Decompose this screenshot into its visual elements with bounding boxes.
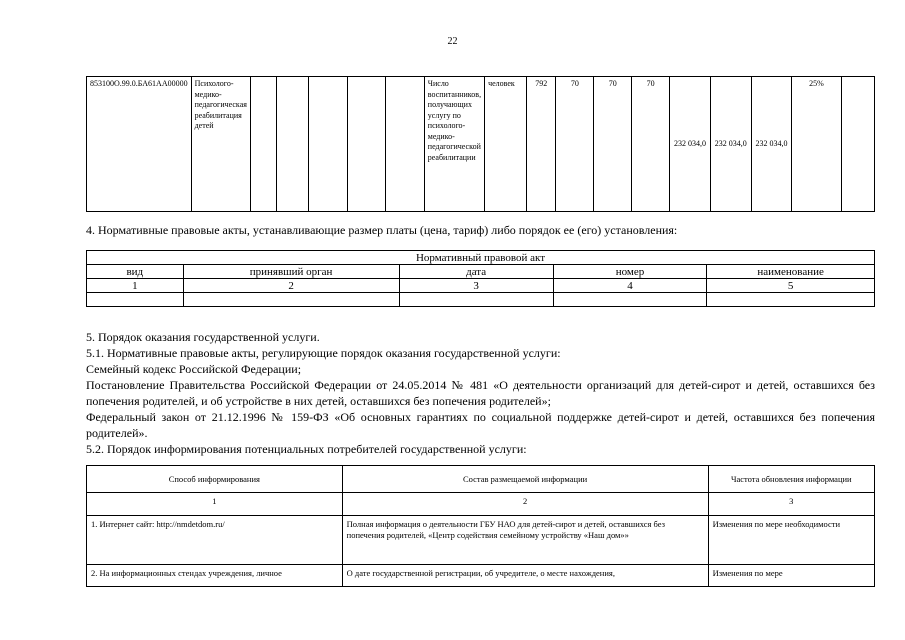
section-5-1-title: 5.1. Нормативные правовые акты, регулирующие порядок оказания государственной услуги:	[86, 346, 561, 360]
value-year1-cell: 70	[556, 77, 594, 212]
value-year2-cell: 70	[594, 77, 632, 212]
column-header: Частота обновления информации	[708, 466, 874, 493]
method-cell: 2. На информационных стендах учреждения, личное	[87, 565, 343, 587]
content-cell: О дате государственной регистрации, об учредителе, о месте нахождения,	[342, 565, 708, 587]
okei-cell: 792	[526, 77, 556, 212]
column-index: 1	[87, 493, 343, 516]
empty-cell	[250, 77, 276, 212]
unit-cell: человек	[485, 77, 527, 212]
section-5	[86, 329, 875, 457]
informing-table	[86, 465, 875, 587]
column-header: дата	[399, 265, 553, 279]
table-index-row	[87, 279, 875, 293]
legal-act-1: Семейный кодекс Российской Федерации;	[86, 362, 302, 376]
empty-cell	[277, 77, 309, 212]
price-year3-cell: 232 034,0	[751, 77, 792, 212]
empty-cell	[841, 77, 874, 212]
legal-act-2: Постановление Правительства Российской Федерации от 24.05.2014 № 481 «О деятельности организаций для детей-сирот и детей, оставшихся без попечения родителей, и об устройстве в них детей, оставшихся без попечения родителей»;	[86, 378, 875, 408]
table-row	[87, 516, 875, 565]
empty-cell	[553, 293, 707, 307]
empty-cell	[183, 293, 399, 307]
service-volume-table	[86, 76, 875, 212]
table-index-row	[87, 493, 875, 516]
column-index: 5	[707, 279, 875, 293]
acts-table-header: Нормативный правовой акт	[87, 251, 875, 265]
table-row	[87, 77, 875, 212]
deviation-cell: 25%	[792, 77, 841, 212]
frequency-cell: Изменения по мере необходимости	[708, 516, 874, 565]
section-5-2-title: 5.2. Порядок информирования потенциальных потребителей государственной услуги:	[86, 442, 527, 456]
column-header: вид	[87, 265, 184, 279]
normative-acts-table	[86, 250, 875, 307]
value-year3-cell: 70	[632, 77, 670, 212]
service-name-cell: Психолого-медико-педагогическая реабилитация детей	[191, 77, 250, 212]
empty-cell	[87, 293, 184, 307]
table-header-row	[87, 466, 875, 493]
column-index: 2	[183, 279, 399, 293]
table-row	[87, 565, 875, 587]
empty-cell	[308, 77, 347, 212]
price-year1-cell: 232 034,0	[670, 77, 711, 212]
column-header: Способ информирования	[87, 466, 343, 493]
content-cell: Полная информация о деятельности ГБУ НАО для детей-сирот и детей, оставшихся без попечения родителей, «Центр содействия семейному устройству «Наш дом»»	[342, 516, 708, 565]
column-header: наименование	[707, 265, 875, 279]
table-header-row	[87, 251, 875, 265]
frequency-cell: Изменения по мере	[708, 565, 874, 587]
column-index: 1	[87, 279, 184, 293]
method-cell: 1. Интернет сайт: http://nmdetdom.ru/	[87, 516, 343, 565]
legal-act-3: Федеральный закон от 21.12.1996 № 159-ФЗ «Об основных гарантиях по социальной поддержке детей-сирот и детей, оставшихся без попечения родителей».	[86, 410, 875, 440]
column-header: номер	[553, 265, 707, 279]
table-columns-row	[87, 265, 875, 279]
column-index: 3	[708, 493, 874, 516]
indicator-cell: Число воспитанников, получающих услугу по психолого-медико-педагогической реабилитации	[424, 77, 484, 212]
service-code-cell: 853100О.99.0.БА61АА00000	[87, 77, 192, 212]
page-number: 22	[447, 36, 458, 47]
column-index: 4	[553, 279, 707, 293]
empty-cell	[707, 293, 875, 307]
column-index: 3	[399, 279, 553, 293]
empty-cell	[386, 77, 425, 212]
column-header: Состав размещаемой информации	[342, 466, 708, 493]
section-4-title: 4. Нормативные правовые акты, устанавливающие размер платы (цена, тариф) либо порядок ее (его) установления:	[86, 223, 678, 237]
empty-cell	[399, 293, 553, 307]
price-year2-cell: 232 034,0	[710, 77, 751, 212]
column-header: принявший орган	[183, 265, 399, 279]
section-5-title: 5. Порядок оказания государственной услуги.	[86, 330, 320, 344]
table-row	[87, 293, 875, 307]
column-index: 2	[342, 493, 708, 516]
empty-cell	[347, 77, 386, 212]
